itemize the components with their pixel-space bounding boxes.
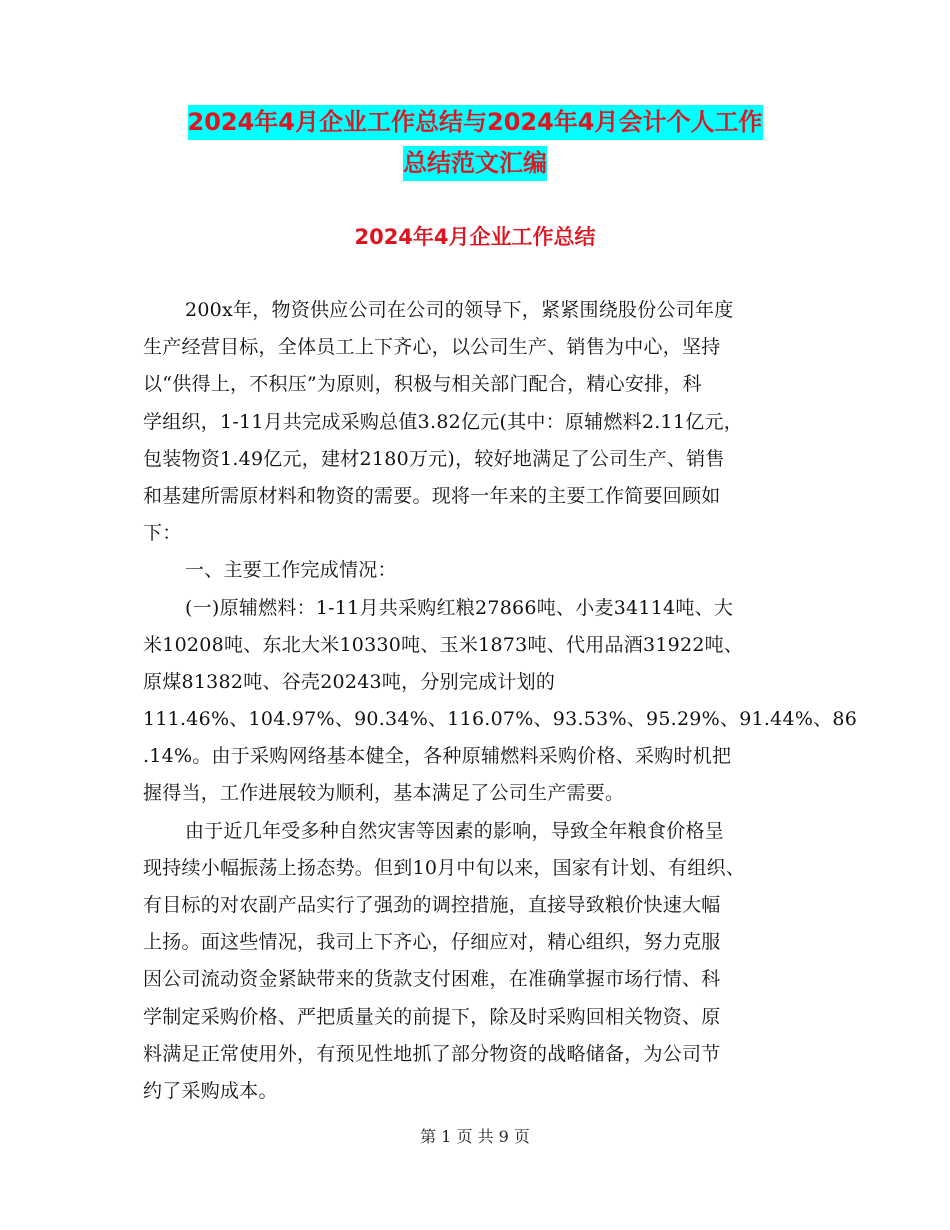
body-line: 以“供得上，不积压”为原则，积极与相关部门配合，精心安排，科 — [143, 373, 702, 396]
page-footer: 第 1 页 共 9 页 — [420, 1127, 530, 1146]
body-line: 现持续小幅振荡上扬态势。但到10月中旬以来，国家有计划、有组织、 — [143, 856, 746, 879]
body-line: 111.46%、104.97%、90.34%、116.07%、93.53%、95.29%、91.44%、86 — [143, 708, 858, 731]
section-heading: 2024年4月企业工作总结 — [354, 225, 596, 249]
body-line: 原煤81382吨、谷壳20243吨，分别完成计划的 — [143, 670, 556, 693]
body-line: 料满足正常使用外，有预见性地抓了部分物资的战略储备，为公司节 — [143, 1042, 721, 1065]
body-line: 和基建所需原材料和物资的需要。现将一年来的主要工作简要回顾如 — [143, 484, 721, 507]
title-line-1 — [0, 110, 950, 134]
body-line: 上扬。面这些情况，我司上下齐心，仔细应对，精心组织，努力克服 — [143, 931, 721, 954]
body-line: 由于近几年受多种自然灾害等因素的影响，导致全年粮食价格呈 — [185, 819, 725, 842]
body-line: 200x年，物资供应公司在公司的领导下，紧紧围绕股份公司年度 — [185, 299, 734, 321]
title-line-2 — [0, 151, 950, 175]
body-line: 下： — [143, 522, 182, 545]
body-line: 约了采购成本。 — [143, 1079, 278, 1102]
body-line: 一、主要工作完成情况： — [185, 559, 397, 582]
body-line: .14%。由于采购网络基本健全，各种原辅燃料采购价格、采购时机把 — [143, 745, 732, 768]
body-line: 学制定采购价格、严把质量关的前提下，除及时采购回相关物资、原 — [143, 1005, 721, 1028]
body-line: 米10208吨、东北大米10330吨、玉米1873吨、代用品酒31922吨、 — [143, 633, 744, 656]
body-line: 包装物资1.49亿元，建材2180万元)，较好地满足了公司生产、销售 — [143, 447, 725, 470]
title-line-1-text: 2024年4月企业工作总结与2024年4月会计个人工作 — [188, 105, 763, 140]
body-line: 因公司流动资金紧缺带来的货款支付困难，在准确掌握市场行情、科 — [143, 968, 721, 991]
body-line: 握得当，工作进展较为顺利，基本满足了公司生产需要。 — [143, 782, 625, 805]
body-text — [143, 292, 858, 1110]
document-title — [0, 110, 950, 175]
body-line: (一)原辅燃料：1-11月共采购红粮27866吨、小麦34114吨、大 — [185, 596, 734, 619]
body-line: 有目标的对农副产品实行了强劲的调控措施，直接导致粮价快速大幅 — [143, 894, 721, 916]
title-line-2-text: 总结范文汇编 — [403, 146, 547, 181]
body-line: 生产经营目标，全体员工上下齐心，以公司生产、销售为中心，坚持 — [143, 336, 721, 359]
body-line: 学组织，1-11月共完成采购总值3.82亿元(其中：原辅燃料2.11亿元， — [143, 410, 743, 433]
